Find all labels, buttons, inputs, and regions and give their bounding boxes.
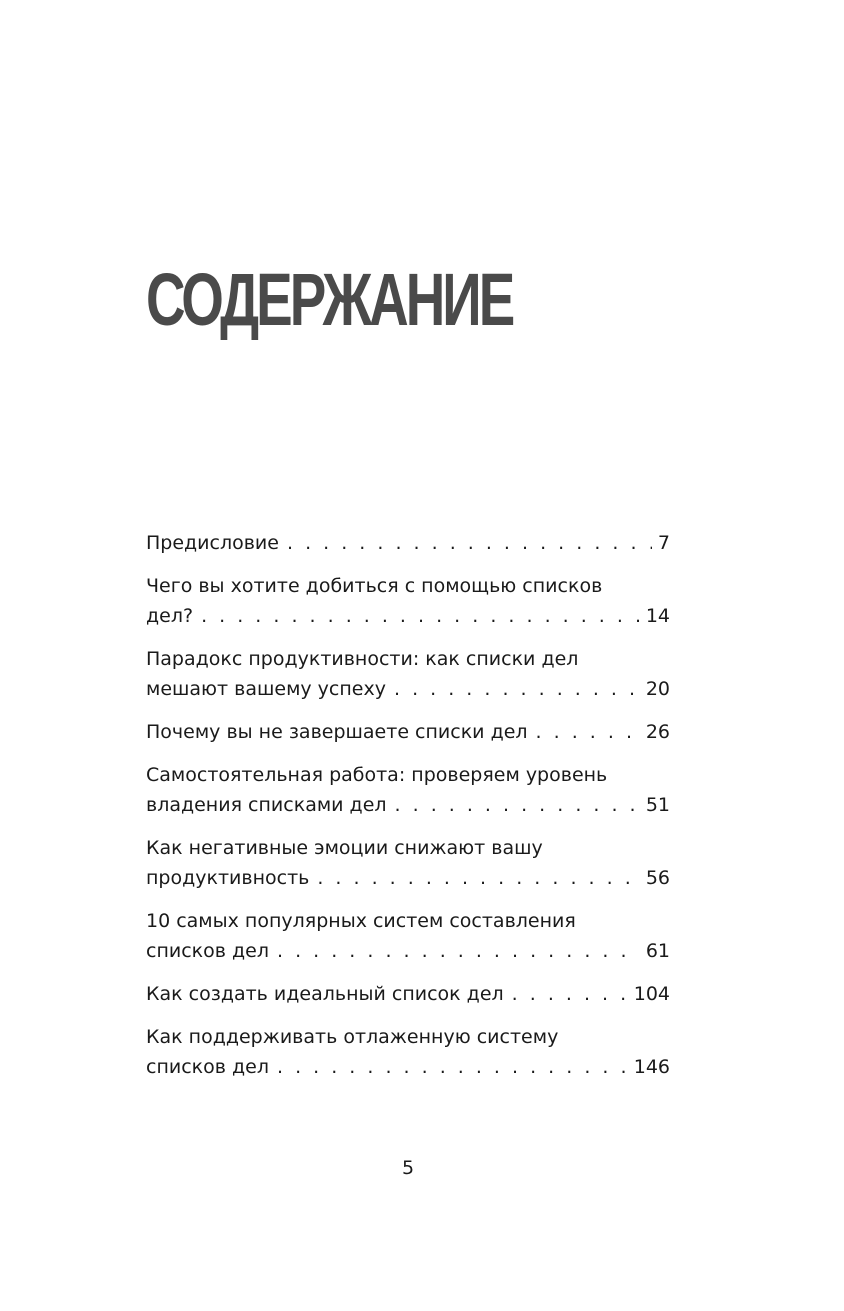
toc-leader-dots [317, 863, 639, 893]
toc-page-number: 20 [645, 678, 670, 700]
toc-entry-title: списков дел [146, 1056, 269, 1078]
toc-entry[interactable] [146, 571, 670, 631]
page-number: 5 [401, 1157, 415, 1179]
toc-page-number: 61 [645, 940, 670, 962]
toc-entry[interactable] [146, 1022, 670, 1082]
toc-entry-row [146, 1052, 670, 1082]
toc-entry-title: продуктивность [146, 867, 310, 889]
toc-entry[interactable] [146, 760, 670, 820]
toc-leader-dots [287, 528, 652, 558]
toc-entry-row [146, 717, 670, 747]
toc-entry-title: мешают вашему успеху [146, 678, 386, 700]
toc-page-number: 7 [657, 532, 670, 554]
toc-leader-dots [394, 674, 640, 704]
toc-leader-dots [512, 979, 628, 1009]
toc-entry-title: списков дел [146, 940, 269, 962]
toc-entry-row [146, 979, 670, 1009]
toc-entry-row [146, 601, 670, 631]
toc-entry-row [146, 790, 670, 820]
toc-entry-row [146, 528, 670, 558]
toc-leader-dots [277, 1052, 628, 1082]
toc-page-number: 146 [633, 1056, 670, 1078]
toc-entry-title-line: 10 самых популярных систем составления [146, 910, 576, 932]
toc-entry-row [146, 863, 670, 893]
page-title: СОДЕРЖАНИЕ [146, 258, 513, 341]
toc-entry[interactable] [146, 833, 670, 893]
toc-entry-title-line: Чего вы хотите добиться с помощью списков [146, 575, 603, 597]
toc-entry-title-line: Как негативные эмоции снижают вашу [146, 837, 543, 859]
toc-entry[interactable] [146, 906, 670, 966]
toc-entry-title: Предисловие [146, 532, 279, 554]
toc-entry-row [146, 936, 670, 966]
toc-page-number: 51 [645, 794, 670, 816]
toc-entry-row [146, 674, 670, 704]
toc-entry-title: Почему вы не завершаете списки дел [146, 721, 528, 743]
toc-page-number: 56 [645, 867, 670, 889]
toc-leader-dots [201, 601, 640, 631]
toc-entry-title: дел? [146, 605, 194, 627]
toc-entry[interactable] [146, 528, 670, 558]
toc-entry-title-line: Как поддерживать отлаженную систему [146, 1026, 559, 1048]
toc-entry-title: владения списками дел [146, 794, 387, 816]
toc-leader-dots [536, 717, 640, 747]
toc-entry[interactable] [146, 644, 670, 704]
toc-page-number: 14 [645, 605, 670, 627]
toc-entry-title-line: Самостоятельная работа: проверяем уровень [146, 764, 608, 786]
table-of-contents [146, 528, 670, 1095]
toc-entry[interactable] [146, 717, 670, 747]
toc-leader-dots [277, 936, 640, 966]
toc-page-number: 104 [633, 983, 670, 1005]
toc-leader-dots [395, 790, 640, 820]
toc-entry[interactable] [146, 979, 670, 1009]
toc-entry-title: Как создать идеальный список дел [146, 983, 504, 1005]
toc-page-number: 26 [645, 721, 670, 743]
toc-entry-title-line: Парадокс продуктивности: как списки дел [146, 648, 579, 670]
